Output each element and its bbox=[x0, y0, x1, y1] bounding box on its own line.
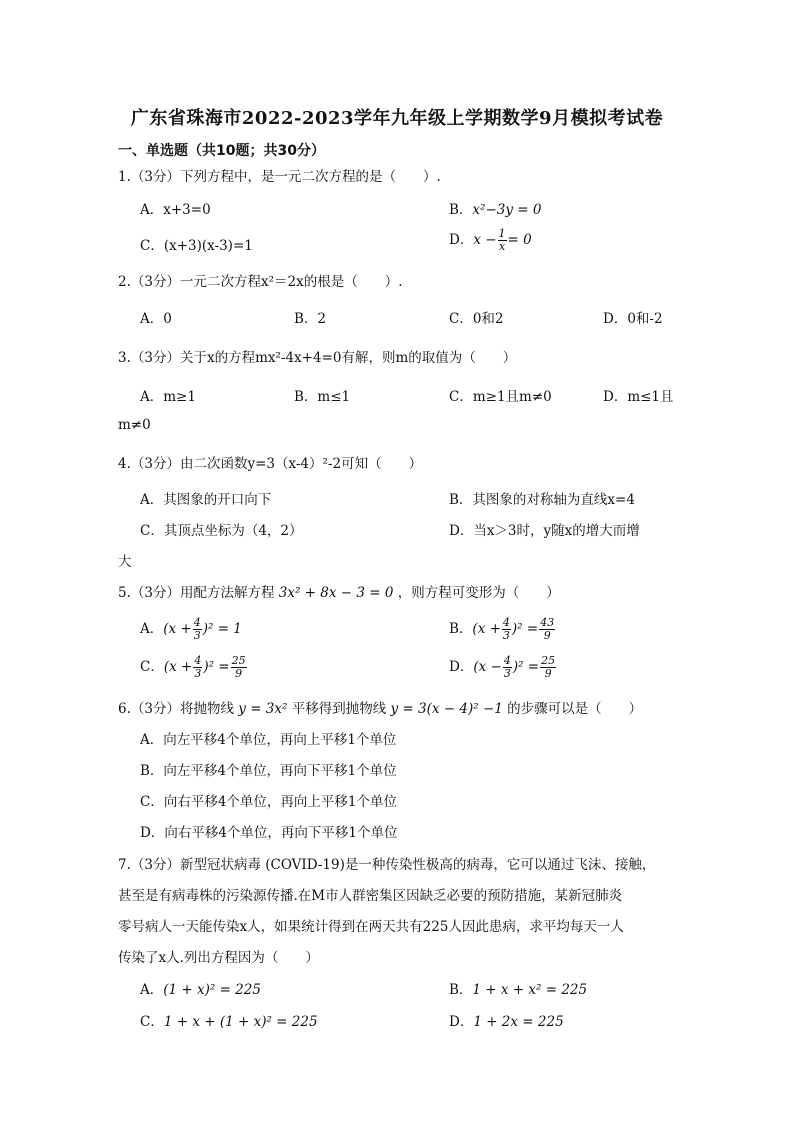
q4-stem: 4.（3分）由二次函数y=3（x-4）²-2可知（ ） bbox=[118, 456, 423, 472]
frac-num: 4 bbox=[194, 654, 202, 667]
q6-stem bbox=[118, 697, 642, 717]
page-title: 广东省珠海市2022-2023学年九年级上学期数学9月模拟考试卷 bbox=[130, 108, 664, 129]
q7-c-math: 1 + x + (1 + x)² = 225 bbox=[163, 1014, 318, 1030]
q7-line-3: 零号病人一天能传染x人，如果统计得到在两天共有225人因此患病，求平均每天一人 bbox=[118, 919, 624, 935]
q7-d-math: 1 + 2x = 225 bbox=[473, 1014, 564, 1030]
q1-option-b bbox=[449, 198, 541, 218]
q3-option-c: C．m≥1且m≠0 bbox=[449, 389, 552, 405]
q5-c-label: C． bbox=[140, 659, 164, 675]
frac-den: 3 bbox=[193, 629, 201, 642]
q5-a-frac bbox=[193, 617, 202, 642]
q5-a-label: A． bbox=[140, 621, 164, 637]
q5-a-post: )² = 1 bbox=[202, 621, 242, 637]
q7-line-2: 甚至是有病毒株的污染源传播.在M市人群密集区因缺乏必要的预防措施，某新冠肺炎 bbox=[118, 888, 623, 904]
q6-stem-post: 的步骤可以是（ ） bbox=[507, 701, 643, 717]
q5-b-mid: )² = bbox=[511, 621, 539, 637]
q7-line-4: 传染了x人.列出方程因为（ ） bbox=[118, 950, 319, 966]
q3-option-d-cont: m≠0 bbox=[118, 417, 151, 433]
q5-option-d bbox=[449, 655, 557, 680]
q5-option-c bbox=[140, 655, 248, 680]
q5-d-label: D． bbox=[449, 659, 474, 675]
q4-option-a: A．其图象的开口向下 bbox=[140, 492, 272, 508]
q2-option-a: A．0 bbox=[140, 311, 172, 327]
q3-option-d: D．m≤1且 bbox=[603, 389, 674, 405]
q6-option-a: A．向左平移4个单位，再向上平移1个单位 bbox=[140, 732, 397, 748]
frac-den: x bbox=[498, 240, 506, 253]
q5-b-pre: (x + bbox=[472, 621, 501, 637]
q5-c-pre: (x + bbox=[163, 659, 193, 675]
q5-d-frac bbox=[503, 655, 512, 680]
q2-stem: 2.（3分）一元二次方程x²＝2x的根是（ ）. bbox=[118, 274, 403, 290]
q5-option-a bbox=[140, 617, 242, 642]
q3-stem: 3.（3分）关于x的方程mx²-4x+4=0有解，则m的取值为（ ） bbox=[118, 350, 517, 366]
q5-d-mid: )² = bbox=[512, 659, 540, 675]
q5-b-rfrac bbox=[539, 617, 555, 642]
q7-b-math: 1 + x + x² = 225 bbox=[472, 982, 588, 998]
q6-option-b: B．向左平移4个单位，再向下平移1个单位 bbox=[140, 763, 397, 779]
frac-num: 43 bbox=[540, 616, 555, 629]
section-heading: 一、单选题（共10题；共30分） bbox=[118, 143, 325, 159]
q3-option-a: A．m≥1 bbox=[140, 389, 196, 405]
q4-option-b: B．其图象的对称轴为直线x=4 bbox=[449, 492, 635, 508]
q7-c-label: C． bbox=[140, 1014, 164, 1030]
q1-option-d-frac bbox=[498, 228, 507, 253]
frac-num: 4 bbox=[502, 616, 510, 629]
frac-den: 9 bbox=[235, 667, 243, 680]
q5-option-b bbox=[449, 617, 556, 642]
frac-den: 3 bbox=[502, 629, 510, 642]
q2-option-d: D．0和-2 bbox=[603, 311, 663, 327]
frac-den: 9 bbox=[544, 667, 552, 680]
q6-math2: y = 3(x − 4)² −1 bbox=[390, 701, 503, 717]
q6-stem-mid: 平移得到抛物线 bbox=[291, 701, 387, 717]
q5-c-frac bbox=[193, 655, 202, 680]
frac-num: 25 bbox=[541, 654, 556, 667]
q7-option-b bbox=[449, 978, 587, 998]
q5-stem-pre: 5.（3分）用配方法解方程 bbox=[118, 585, 275, 601]
q1-option-b-label: B． bbox=[449, 202, 473, 218]
frac-num: 4 bbox=[503, 654, 511, 667]
q6-option-c: C．向右平移4个单位，再向上平移1个单位 bbox=[140, 794, 398, 810]
q3-option-b: B．m≤1 bbox=[294, 389, 351, 405]
q6-math1: y = 3x² bbox=[238, 701, 288, 717]
q7-a-label: A． bbox=[140, 982, 164, 998]
q2-option-c: C．0和2 bbox=[449, 311, 504, 327]
frac-num: 4 bbox=[193, 616, 201, 629]
q5-c-mid: )² = bbox=[203, 659, 230, 675]
frac-num: 25 bbox=[231, 654, 246, 667]
q7-line-1: 7.（3分）新型冠状病毒 (COVID-19)是一种传染性极高的病毒，它可以通过飞沫、接触， bbox=[118, 857, 656, 873]
q2-option-b: B．2 bbox=[294, 311, 327, 327]
q4-option-d: D．当x＞3时，y随x的增大而增 bbox=[449, 523, 640, 539]
q1-option-a: A．x+3=0 bbox=[140, 202, 211, 218]
q1-option-d-label: D． bbox=[449, 232, 474, 248]
q4-option-c: C．其顶点坐标为（4，2） bbox=[140, 523, 303, 539]
q4-option-d-cont: 大 bbox=[118, 554, 132, 570]
q5-a-pre: (x + bbox=[163, 621, 192, 637]
frac-den: 3 bbox=[194, 667, 202, 680]
q1-option-d-post: = 0 bbox=[507, 232, 532, 248]
q7-b-label: B． bbox=[449, 982, 473, 998]
q5-b-frac bbox=[502, 617, 511, 642]
q6-option-d: D．向右平移4个单位，再向下平移1个单位 bbox=[140, 825, 398, 841]
q7-option-a bbox=[140, 978, 261, 998]
q7-option-c bbox=[140, 1010, 318, 1030]
q1-option-b-math: x²−3y = 0 bbox=[472, 202, 542, 218]
q5-stem bbox=[118, 581, 560, 601]
q1-stem: 1.（3分）下列方程中，是一元二次方程的是（ ）. bbox=[118, 169, 441, 185]
q1-option-d bbox=[449, 228, 532, 253]
frac-num: 1 bbox=[498, 227, 506, 240]
q1-option-d-pre: x − bbox=[473, 232, 497, 248]
q5-stem-math: 3x² + 8x − 3 = 0 bbox=[278, 585, 394, 601]
q5-d-pre: (x − bbox=[473, 659, 502, 675]
frac-den: 3 bbox=[503, 667, 511, 680]
q5-b-label: B． bbox=[449, 621, 473, 637]
q7-d-label: D． bbox=[449, 1014, 474, 1030]
q5-stem-post: ，则方程可变形为（ ） bbox=[397, 585, 560, 601]
q5-c-rfrac bbox=[231, 655, 247, 680]
q5-d-rfrac bbox=[540, 655, 556, 680]
q1-option-c: C．(x+3)(x-3)=1 bbox=[140, 238, 253, 254]
q6-stem-pre: 6.（3分）将抛物线 bbox=[118, 701, 234, 717]
q7-a-math: (1 + x)² = 225 bbox=[163, 982, 261, 998]
q7-option-d bbox=[449, 1010, 564, 1030]
frac-den: 9 bbox=[543, 629, 551, 642]
